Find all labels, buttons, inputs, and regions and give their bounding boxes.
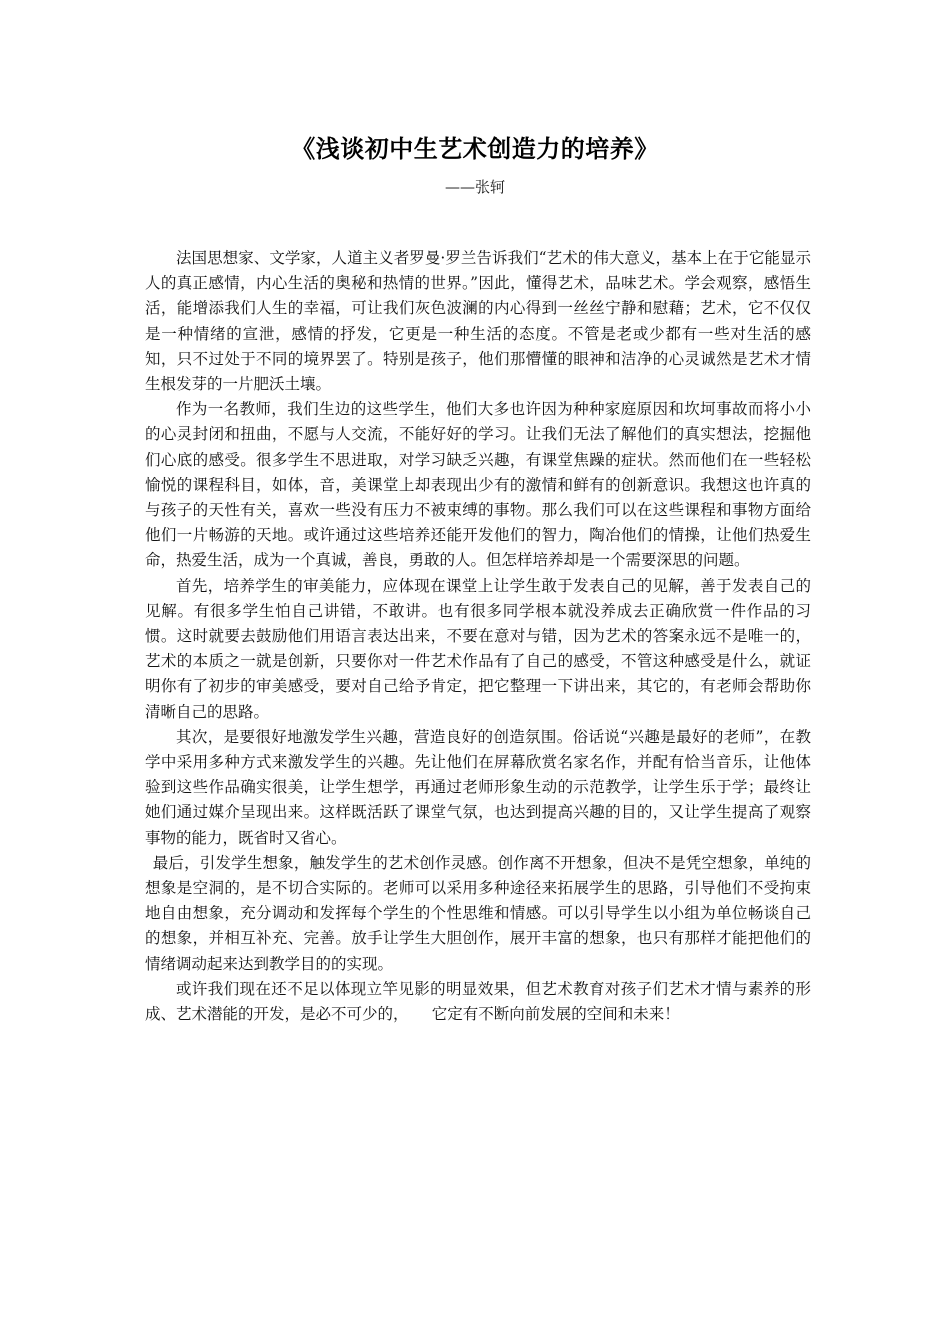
paragraph-2: 作为一名教师，我们生边的这些学生，他们大多也许因为种种家庭原因和坎坷事故而将小小的心灵封闭和扭曲，不愿与人交流，不能好好的学习。让我们无法了解他们的真实想法，挖掘他们心底的感受。很多学生不思进取，对学习缺乏兴趣，有课堂焦躁的症状。然而他们在一些轻松愉悦的课程科目，如体，音，美课堂上却表现出少有的激情和鲜有的创新意识。我想这也许真的与孩子的天性有关，喜欢一些没有压力不被束缚的事物。那么我们可以在这些课程和事物方面给他们一片畅游的天地。或许通过这些培养还能开发他们的智力，陶冶他们的情操，让他们热爱生命，热爱生活，成为一个真诚，善良，勇敢的人。但怎样培养却是一个需要深思的问题。 (145, 400, 811, 570)
paragraph-6: 或许我们现在还不足以体现立竿见影的明显效果，但艺术教育对孩子们艺术才情与素养的形成、艺术潜能的开发，是必不可少的， 它定有不断向前发展的空间和未来！ (145, 979, 811, 1024)
paragraph-4: 其次，是要很好地激发学生兴趣，营造良好的创造氛围。俗话说“兴趣是最好的老师”，在教学中采用多种方式来激发学生的兴趣。先让他们在屏幕欣赏名家名作，并配有恰当音乐，让他体验到这些作品确实很美，让学生想学，再通过老师形象生动的示范教学，让学生乐于学；最终让她们通过媒介呈现出来。这样既活跃了课堂气氛，也达到提高兴趣的目的，又让学生提高了观察事物的能力，既省时又省心。 (145, 727, 811, 847)
paragraph-3: 首先，培养学生的审美能力，应体现在课堂上让学生敢于发表自己的见解，善于发表自己的见解。有很多学生怕自己讲错，不敢讲。也有很多同学根本就没养成去正确欣赏一件作品的习惯。这时就要去鼓励他们用语言表达出来，不要在意对与错，因为艺术的答案永远不是唯一的，艺术的本质之一就是创新，只要你对一件艺术作品有了自己的感受，不管这种感受是什么，就证明你有了初步的审美感受，要对自己给予肯定，把它整理一下讲出来，其它的，有老师会帮助你清晰自己的思路。 (145, 576, 811, 721)
paragraph-5: 最后，引发学生想象，触发学生的艺术创作灵感。创作离不开想象，但决不是凭空想象，单纯的想象是空洞的，是不切合实际的。老师可以采用多种途径来拓展学生的思路，引导他们不受拘束地自由想象，充分调动和发挥每个学生的个性思维和情感。可以引导学生以小组为单位畅谈自己的想象，并相互补充、完善。放手让学生大胆创作，展开丰富的想象，也只有那样才能把他们的情绪调动起来达到教学目的的实现。 (145, 853, 811, 973)
document-author: ——张轲 (444, 178, 505, 196)
paragraph-1: 法国思想家、文学家，人道主义者罗曼·罗兰告诉我们“艺术的伟大意义，基本上在于它能显示人的真正感情，内心生活的奥秘和热情的世界。”因此，懂得艺术，品味艺术。学会观察，感悟生活，能增添我们人生的幸福，可让我们灰色波澜的内心得到一丝丝宁静和慰藉；艺术，它不仅仅是一种情绪的宣泄，感情的抒发，它更是一种生活的态度。不管是老或少都有一些对生活的感知，只不过处于不同的境界罢了。特别是孩子，他们那懵懂的眼神和洁净的心灵诚然是艺术才情生根发芽的一片肥沃土壤。 (145, 249, 811, 394)
document-body (145, 246, 811, 1027)
document-title: 《浅谈初中生艺术创造力的培养》 (291, 135, 659, 163)
